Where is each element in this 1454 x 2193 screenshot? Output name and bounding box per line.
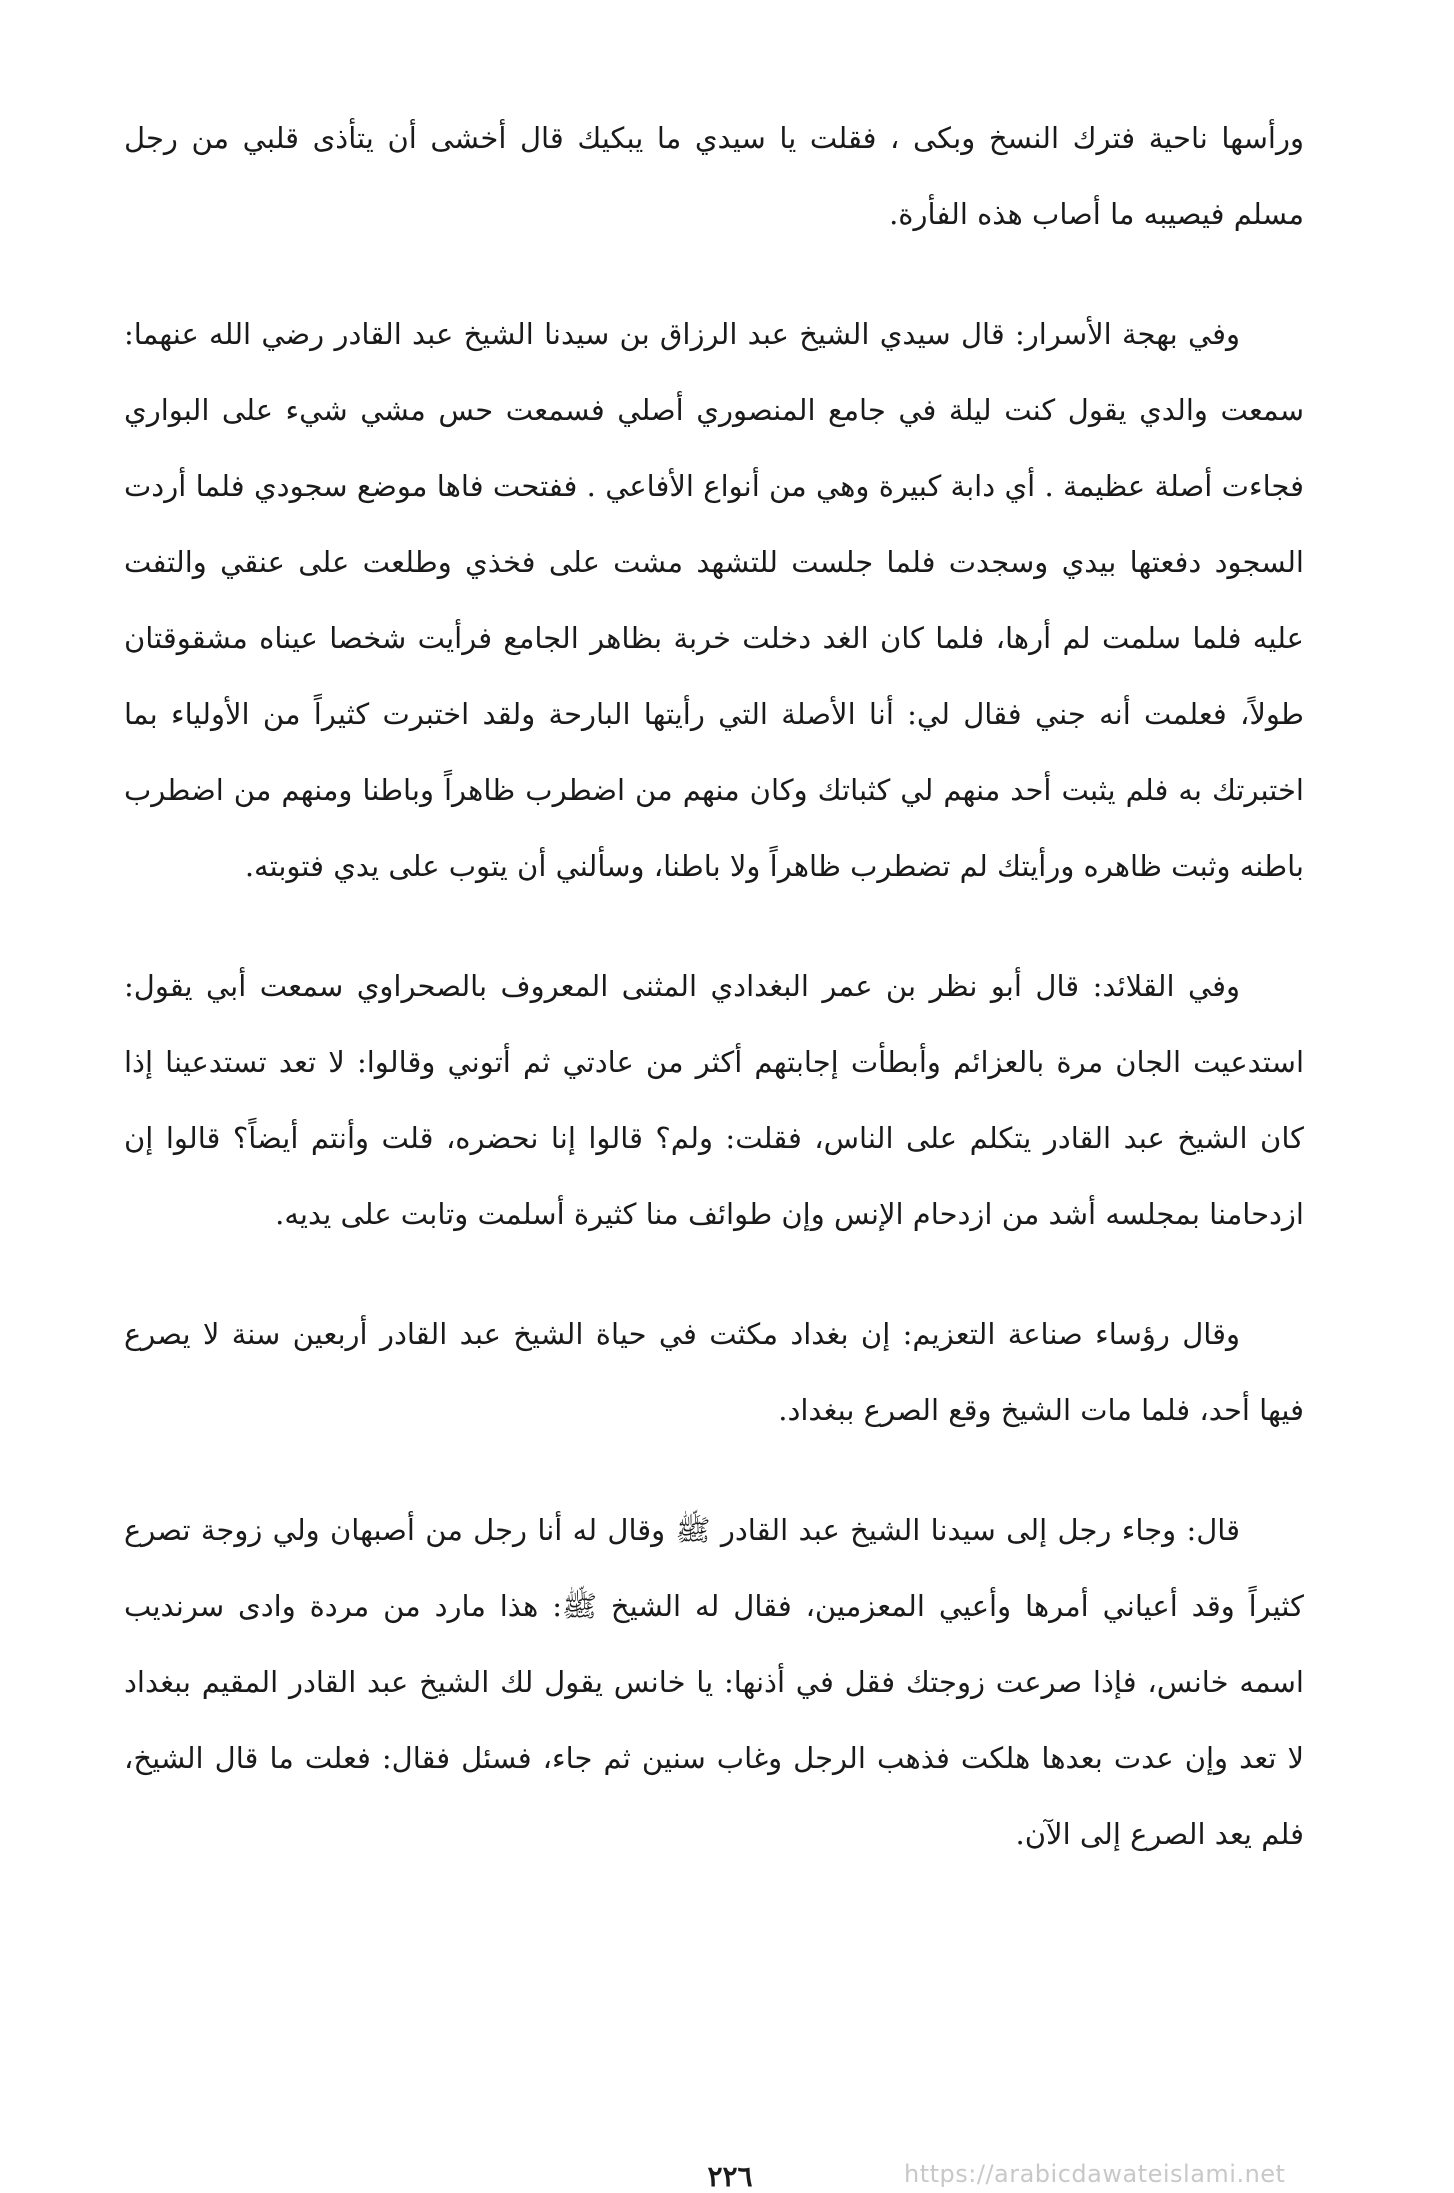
page-body: [124, 100, 1304, 1916]
paragraph-1: ورأسها ناحية فترك النسخ وبكى ، فقلت يا سيدي ما يبكيك قال أخشى أن يتأذى قلبي من رجل مسلم فيصيبه ما أصاب هذه الفأرة.: [124, 121, 1304, 231]
page-number: ٢٢٦: [707, 2160, 753, 2193]
paragraph-4: وقال رؤساء صناعة التعزيم: إن بغداد مكثت في حياة الشيخ عبد القادر أربعين سنة لا يصرع فيها أحد، فلما مات الشيخ وقع الصرع ببغداد.: [124, 1317, 1304, 1427]
paragraph-2: وفي بهجة الأسرار: قال سيدي الشيخ عبد الرزاق بن سيدنا الشيخ عبد القادر رضي الله عنهما: سمعت والدي يقول كنت ليلة في جامع المنصوري أصلي فسمعت حس مشي شيء على البواري فجاءت أصلة عظيمة . أي دابة كبيرة وهي من أنواع الأفاعي . ففتحت فاها موضع سجودي فلما أردت السجود دفعتها بيدي وسجدت فلما جلست للتشهد مشت على فخذي وطلعت على عنقي والتفت عليه فلما سلمت لم أرها، فلما كان الغد دخلت خربة بظاهر الجامع فرأيت شخصا عيناه مشقوقتان طولاً، فعلمت أنه جني فقال لي: أنا الأصلة التي رأيتها البارحة ولقد اختبرت كثيراً من الأولياء بما اختبرتك به فلم يثبت أحد منهم لي كثباتك وكان منهم من اضطرب ظاهراً وباطنا ومنهم من اضطرب باطنه وثبت ظاهره ورأيتك لم تضطرب ظاهراً ولا باطنا، وسألني أن يتوب على يدي فتوبته.: [124, 317, 1304, 883]
watermark-url: https://arabicdawateislami.net: [904, 2160, 1286, 2188]
paragraph-3: وفي القلائد: قال أبو نظر بن عمر البغدادي المثنى المعروف بالصحراوي سمعت أبي يقول: استدعيت الجان مرة بالعزائم وأبطأت إجابتهم أكثر من عادتي ثم أتوني وقالوا: لا تعد تستدعينا إذا كان الشيخ عبد القادر يتكلم على الناس، فقلت: ولم؟ قالوا إنا نحضره، قلت وأنتم أيضاً؟ قالوا إن ازدحامنا بمجلسه أشد من ازدحام الإنس وإن طوائف منا كثيرة أسلمت وتابت على يديه.: [124, 969, 1304, 1231]
paragraph-5: قال: وجاء رجل إلى سيدنا الشيخ عبد القادر ﷺ وقال له أنا رجل من أصبهان ولي زوجة تصرع كثيراً وقد أعياني أمرها وأعيي المعزمين، فقال له الشيخ ﷺ: هذا مارد من مردة وادى سرنديب اسمه خانس، فإذا صرعت زوجتك فقل في أذنها: يا خانس يقول لك الشيخ عبد القادر المقيم ببغداد لا تعد وإن عدت بعدها هلكت فذهب الرجل وغاب سنين ثم جاء، فسئل فقال: فعلت ما قال الشيخ، فلم يعد الصرع إلى الآن.: [124, 1513, 1304, 1851]
